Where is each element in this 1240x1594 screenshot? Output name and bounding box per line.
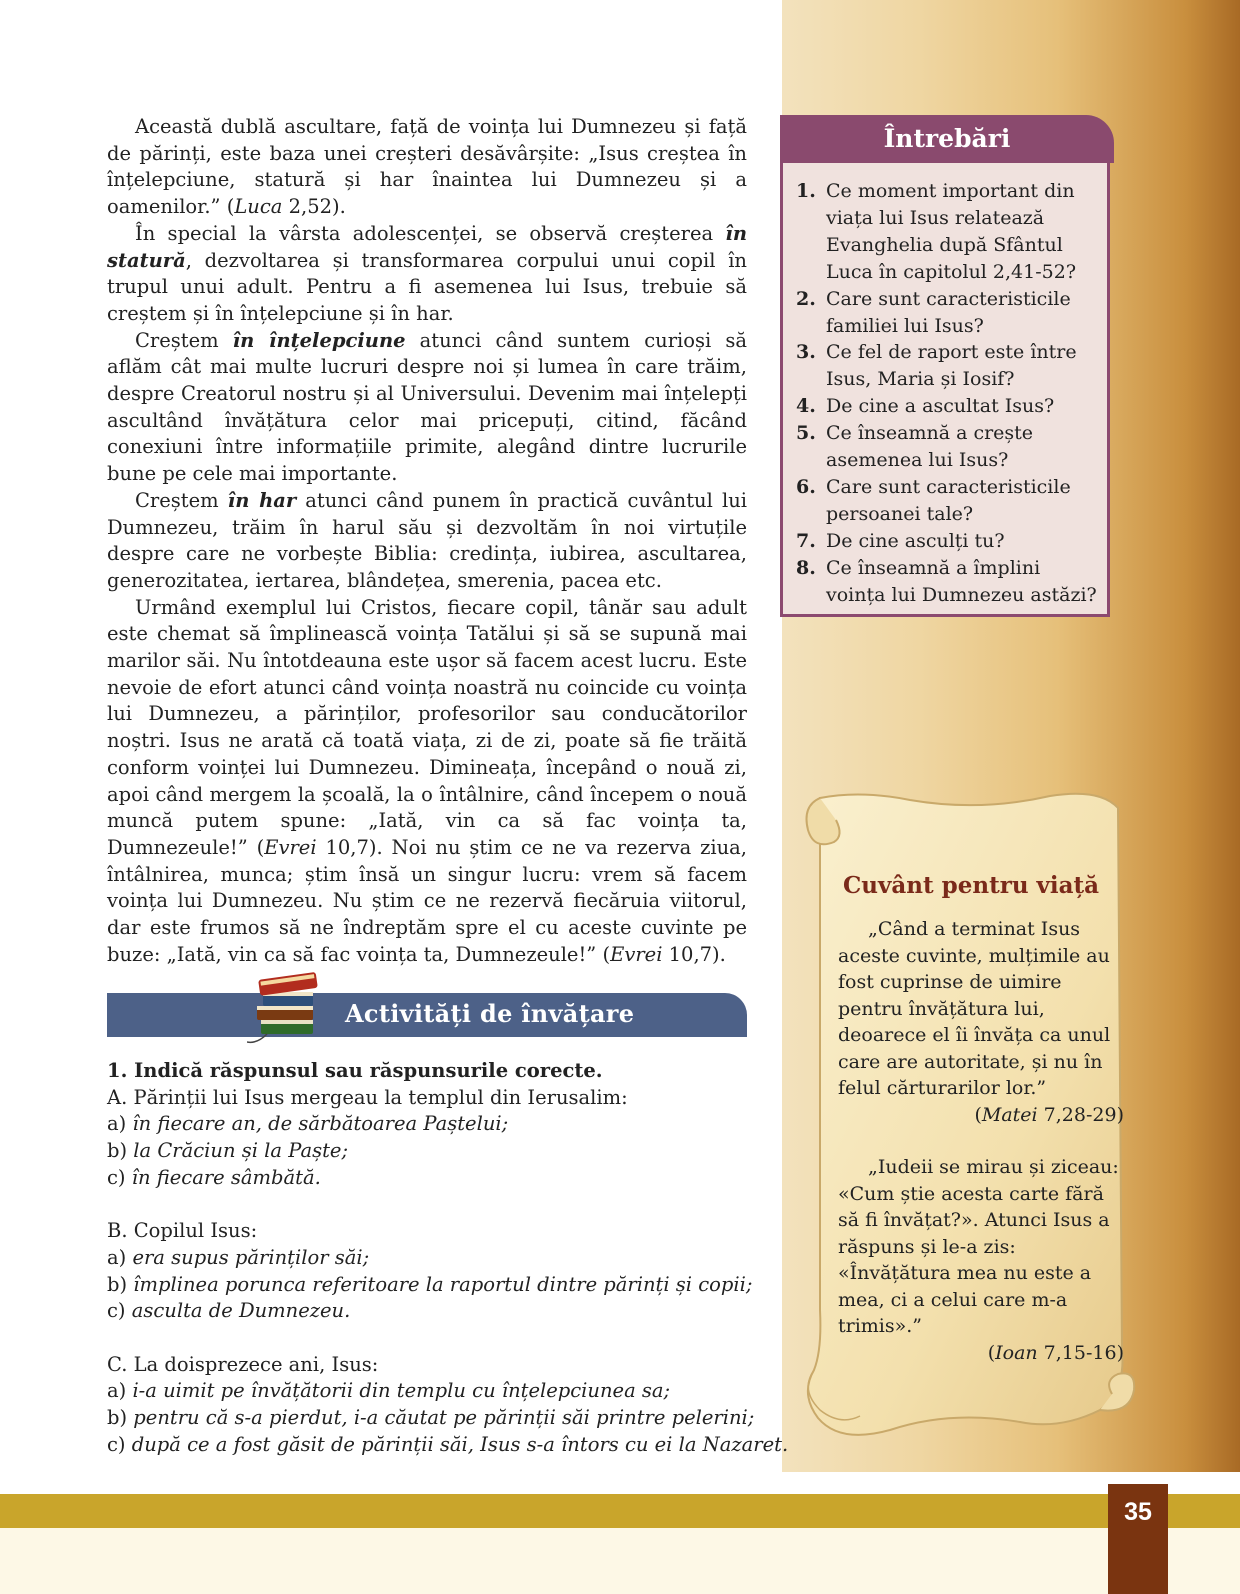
option-letter: a) — [107, 1245, 133, 1269]
text: În special la vârsta adolescenței, se observă creșterea — [135, 221, 726, 245]
question-text: Care sunt caracteristicile persoanei tale? — [826, 475, 1071, 525]
option-letter: a) — [107, 1379, 133, 1403]
text: 10,7). — [662, 942, 726, 966]
ref-book: Matei — [981, 1103, 1038, 1126]
question-number: 7. — [796, 529, 816, 552]
question-item — [796, 393, 1104, 420]
quote-1: „Când a terminat Isus aceste cuvinte, mulțimile au fost cuprinse de uimire pentru învățătura lui, deoarece el îi învăța ca unul care are autoritate, și nu în felul cărturarilor lor.” — [838, 918, 1111, 1099]
option-letter: b) — [107, 1272, 134, 1296]
option — [107, 1165, 747, 1192]
ref-rest: 7,28-29) — [1037, 1103, 1124, 1126]
emphasis: în înțelepciune — [232, 328, 406, 352]
question-item — [796, 420, 1104, 474]
option-text: în fiecare sâmbătă. — [131, 1165, 321, 1189]
question-item — [796, 555, 1104, 609]
question-item — [796, 178, 1104, 286]
group-b-stem: B. Copilul Isus: — [107, 1219, 258, 1243]
question-item — [796, 474, 1104, 528]
option — [107, 1405, 755, 1432]
paragraph-4 — [107, 488, 747, 595]
activities-title: Activități de învățare — [345, 999, 635, 1028]
option-letter: c) — [107, 1165, 132, 1189]
activities-content — [107, 1058, 789, 1459]
main-text — [107, 114, 747, 969]
question-number: 8. — [796, 556, 816, 579]
footer-cream-bar — [0, 1528, 1240, 1594]
option-letter: a) — [107, 1112, 133, 1136]
option — [107, 1432, 789, 1459]
quote-2-ref: (Ioan 7,15-16) — [987, 1341, 1124, 1364]
question-item — [796, 528, 1104, 555]
footer-gold-bar — [0, 1494, 1240, 1528]
option-text: după ce a fost găsit de părinții săi, Isus s-a întors cu ei la Nazaret. — [131, 1432, 789, 1456]
question-text: De cine a ascultat Isus? — [826, 395, 1055, 418]
text: Această dublă ascultare, față de voința lui Dumnezeu și față de părinți, este baza unei creșteri desăvârșite: „Isus creștea în înțelepciune, statură și har înaintea lui Dumnezeu și a oamenilor.” ( — [107, 115, 747, 219]
ref-book: Ioan — [995, 1341, 1038, 1364]
text: Creștem — [135, 488, 228, 512]
question-number: 6. — [796, 475, 816, 498]
option — [107, 1298, 747, 1325]
option-letter: b) — [107, 1406, 134, 1430]
ref-book: Luca — [234, 195, 283, 219]
text: Creștem — [135, 328, 233, 352]
paragraph-1 — [107, 114, 747, 221]
question-text: Ce înseamnă a împlini voința lui Dumnezeu astăzi? — [826, 556, 1097, 606]
option-letter: c) — [107, 1299, 132, 1323]
paragraph-3 — [107, 328, 747, 488]
option — [107, 1272, 753, 1299]
emphasis: în statură — [107, 221, 747, 272]
question-item — [796, 339, 1104, 393]
activity-question: 1. Indică răspunsul sau răspunsurile corecte. — [107, 1059, 603, 1082]
option — [107, 1245, 747, 1272]
page-number: 35 — [1108, 1484, 1168, 1594]
option — [107, 1138, 747, 1165]
option-letter: c) — [107, 1432, 132, 1456]
question-text: Care sunt caracteristicile familiei lui Isus? — [826, 287, 1071, 337]
paragraph-2 — [107, 221, 747, 328]
option-text: pentru că s-a pierdut, i-a căutat pe părinții săi printre pelerini; — [133, 1406, 755, 1430]
question-number: 4. — [796, 395, 816, 418]
question-number: 5. — [796, 422, 816, 445]
word-title: Cuvânt pentru viață — [843, 872, 1100, 899]
ref-rest: 7,15-16) — [1037, 1341, 1124, 1364]
group-c-stem: C. La doisprezece ani, Isus: — [107, 1352, 379, 1376]
ref-book: Evrei — [610, 942, 663, 966]
text: 10,7). Noi nu știm ce ne va rezerva ziua, întâlnirea, munca; știm însă un singur lucru: vrem să facem voința lui Dumnezeu. Nu știm ce ne rezervă fiecăruia viitorul, dar este frumos să ne îndreptăm spre el cu aceste cuvinte pe buze: „Iată, vin ca să fac voința ta, Dumnezeule!” ( — [107, 835, 747, 966]
question-item — [796, 286, 1104, 340]
option-text: împlinea porunca referitoare la raportul dintre părinți și copii; — [133, 1272, 753, 1296]
quote-1-ref: (Matei 7,28-29) — [974, 1103, 1124, 1126]
option-text: asculta de Dumnezeu. — [131, 1299, 351, 1323]
option-text: în fiecare an, de sărbătoarea Paștelui; — [132, 1112, 509, 1136]
text: atunci când suntem curioși să aflăm cât mai multe lucruri despre noi și lumea în care trăim, despre Creatorul nostru și al Universului. Devenim mai înțelepți ascultând învățătura celor mai pricepuți, citind, făcând conexiuni între informațiile primite, alegând dintre lucrurile bune pe cele mai importante. — [107, 328, 747, 486]
text: 2,52). — [282, 195, 346, 219]
question-text: De cine asculți tu? — [826, 529, 1005, 552]
questions-title: Întrebări — [780, 115, 1114, 163]
option-text: i-a uimit pe învățătorii din templu cu înțelepciunea sa; — [132, 1379, 671, 1403]
word-text — [838, 916, 1124, 1366]
text: Urmând exemplul lui Cristos, fiecare copil, tânăr sau adult este chemat să împlinească voința Tatălui și să se supună mai marilor săi. Nu întotdeauna este ușor să facem acest lucru. Este nevoie de efort atunci când voința noastră nu coincide cu voința lui Dumnezeu, a părinților, profesorilor sau conducătorilor noștri. Isus ne arată că toată viața, zi de zi, poate să fie trăită conform voinței lui Dumnezeu. Dimineața, începând o nouă zi, apoi când mergem la școală, la o întâlnire, când începem o nouă muncă putem spune: „Iată, vin ca să fac voința ta, Dumnezeule!” ( — [107, 595, 747, 859]
question-text: Ce moment important din viața lui Isus relatează Evanghelia după Sfântul Luca în capitolul 2,41-52? — [826, 180, 1077, 283]
ref-book: Evrei — [264, 835, 317, 859]
questions-list — [796, 178, 1104, 609]
text: atunci când punem în practică cuvântul lui Dumnezeu, trăim în harul său și dezvoltăm în noi virtuțile despre care ne vorbește Biblia: credința, iubirea, ascultarea, generozitatea, iertarea, blândețea, smerenia, pacea etc. — [107, 488, 747, 592]
question-text: Ce înseamnă a crește asemenea lui Isus? — [826, 422, 1034, 472]
question-number: 1. — [796, 180, 816, 202]
quote-2: „Iudeii se mirau și ziceau: «Cum știe acesta carte fără să fi învățat?». Atunci Isus a răspuns și le-a zis: «Învățătura mea nu este a mea, ci a celui care m-a trimis».” — [838, 1156, 1119, 1337]
option-letter: b) — [107, 1139, 134, 1163]
option — [107, 1378, 747, 1405]
books-icon — [247, 968, 325, 1046]
option — [107, 1111, 747, 1138]
question-text: Ce fel de raport este între Isus, Maria și Iosif? — [826, 341, 1077, 391]
question-number: 2. — [796, 287, 816, 310]
emphasis: în har — [227, 488, 297, 512]
text: , dezvoltarea și transformarea corpului unui copil în trupul unui adult. Pentru a fi asemenea lui Isus, trebuie să creștem și în înțelepciune și în har. — [107, 248, 747, 325]
group-a-stem: A. Părinții lui Isus mergeau la templul din Ierusalim: — [107, 1085, 628, 1109]
question-number: 3. — [796, 341, 816, 364]
option-text: la Crăciun și la Paște; — [133, 1139, 349, 1163]
paragraph-5 — [107, 595, 747, 969]
option-text: era supus părinților săi; — [132, 1245, 370, 1269]
